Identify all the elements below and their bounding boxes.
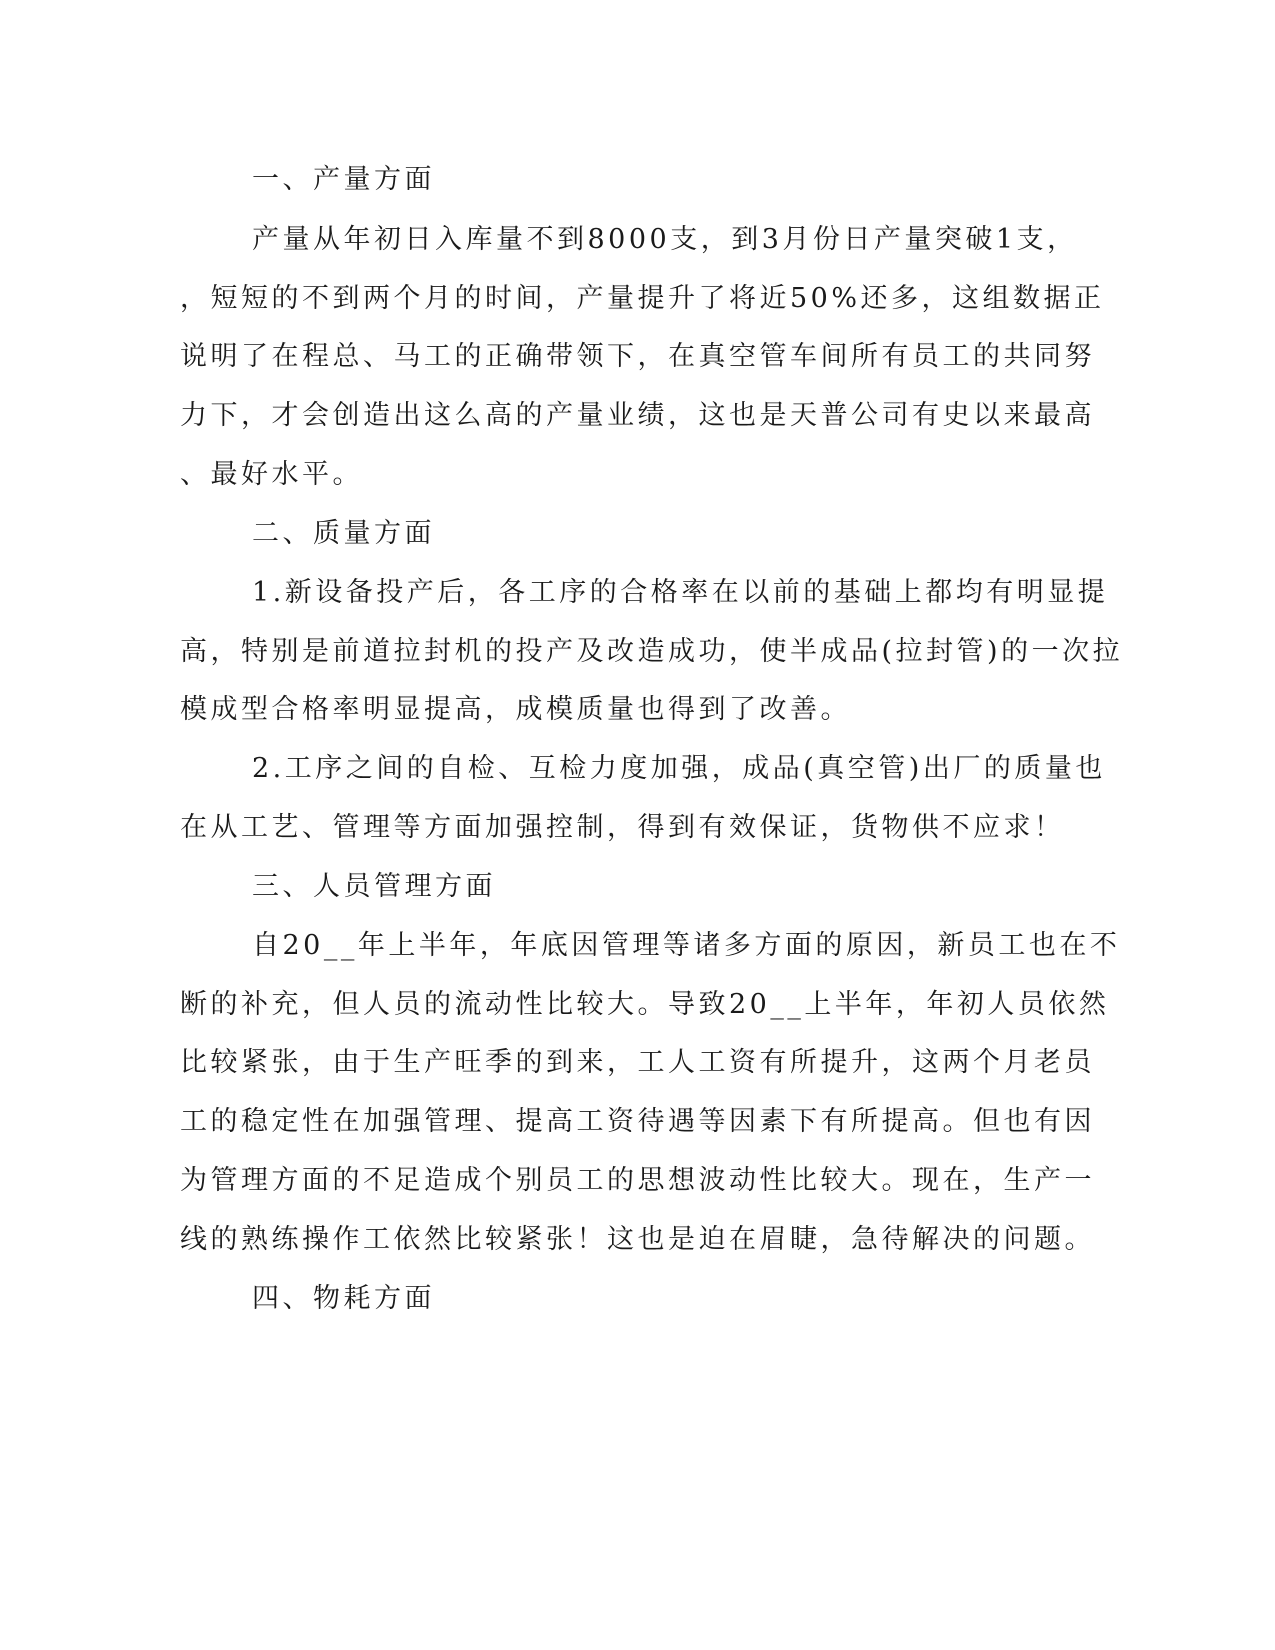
paragraph-line: 自20__年上半年，年底因管理等诸多方面的原因，新员工也在不 <box>252 930 1121 961</box>
paragraph-line: 说明了在程总、马工的正确带领下，在真空管车间所有员工的共同努 <box>180 341 1095 372</box>
paragraph-line: 2.工序之间的自检、互检力度加强，成品(真空管)出厂的质量也 <box>252 753 1106 784</box>
heading-materials: 四、物耗方面 <box>252 1283 435 1314</box>
paragraph-line: 1.新设备投产后，各工序的合格率在以前的基础上都均有明显提 <box>252 577 1109 608</box>
paragraph-line: 比较紧张，由于生产旺季的到来，工人工资有所提升，这两个月老员 <box>180 1047 1095 1078</box>
paragraph-line: 、最好水平。 <box>180 459 363 490</box>
heading-quality: 二、质量方面 <box>252 518 435 549</box>
paragraph-line: 为管理方面的不足造成个别员工的思想波动性比较大。现在，生产一 <box>180 1165 1095 1196</box>
paragraph-line: 线的熟练操作工依然比较紧张！这也是迫在眉睫，急待解决的问题。 <box>180 1224 1095 1255</box>
paragraph-line: 在从工艺、管理等方面加强控制，得到有效保证，货物供不应求！ <box>180 812 1065 843</box>
paragraph-line: 产量从年初日入库量不到8000支，到3月份日产量突破1支， <box>252 224 1078 255</box>
paragraph-line: 工的稳定性在加强管理、提高工资待遇等因素下有所提高。但也有因 <box>180 1106 1095 1137</box>
heading-output: 一、产量方面 <box>252 164 435 195</box>
paragraph-line: ，短短的不到两个月的时间，产量提升了将近50%还多，这组数据正 <box>180 283 1105 314</box>
heading-personnel: 三、人员管理方面 <box>252 871 496 902</box>
paragraph-line: 高，特别是前道拉封机的投产及改造成功，使半成品(拉封管)的一次拉 <box>180 636 1124 667</box>
paragraph-line: 模成型合格率明显提高，成模质量也得到了改善。 <box>180 694 851 725</box>
paragraph-line: 力下，才会创造出这么高的产量业绩，这也是天普公司有史以来最高 <box>180 400 1095 431</box>
paragraph-line: 断的补充，但人员的流动性比较大。导致20__上半年，年初人员依然 <box>180 989 1110 1020</box>
